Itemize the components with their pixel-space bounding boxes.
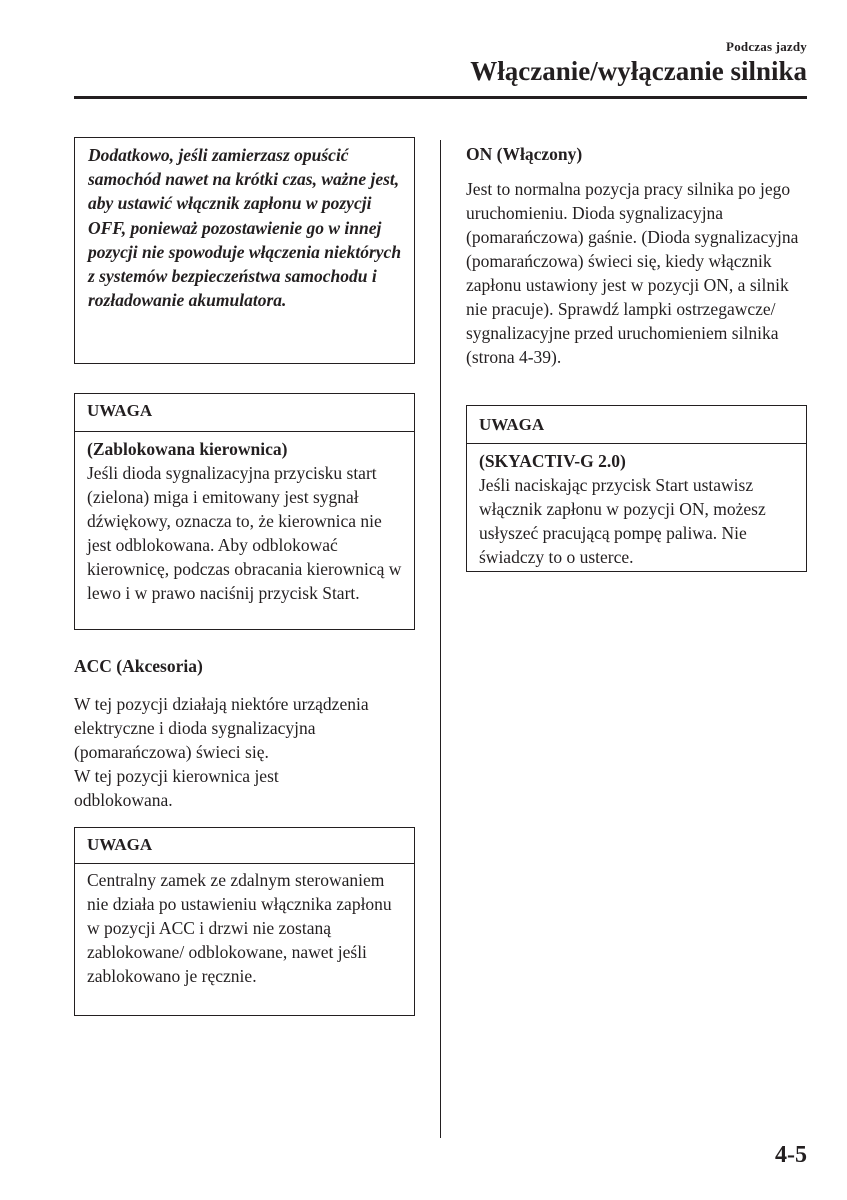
- on-heading: ON (Włączony): [466, 144, 583, 164]
- acc-paragraph-2: W tej pozycji kierownica jest odblokowana.: [74, 766, 279, 810]
- note-subheading: (SKYACTIV-G 2.0): [479, 451, 626, 471]
- acc-paragraph-1: W tej pozycji działają niektóre urządzenia elektryczne i dioda sygnalizacyjna (pomarańczowa) świeci się.: [74, 694, 369, 762]
- note-body: [75, 432, 414, 605]
- acc-heading: ACC (Akcesoria): [74, 656, 203, 676]
- column-divider: [440, 140, 441, 1138]
- on-paragraph: Jest to normalna pozycja pracy silnika po jego uruchomieniu. Dioda sygnalizacyjna (pomarańczowa) gaśnie. (Dioda sygnalizacyjna (pomarańczowa) świeci się, kiedy włącznik zapłonu ustawiony jest w pozycji ON, a silnik nie pracuje). Sprawdź lampki ostrzegawcze/ sygnalizacyjne przed uruchomieniem silnika (strona 4-39).: [466, 179, 799, 367]
- section-label: Podczas jazdy: [726, 39, 807, 54]
- note-heading: UWAGA: [75, 394, 414, 432]
- page-title: Włączanie/wyłączanie silnika: [470, 56, 807, 86]
- note-box-central-lock: [74, 827, 415, 1016]
- page-number: 4-5: [775, 1142, 807, 1168]
- note-text: Jeśli dioda sygnalizacyjna przycisku start (zielona) miga i emitowany jest sygnał dźwiękowy, oznacza to, że kierownica nie jest odblokowana. Aby odblokować kierownicę, podczas obracania kierownicą w lewo i w prawo naciśnij przycisk Start.: [87, 463, 402, 603]
- note-heading: UWAGA: [75, 828, 414, 864]
- italic-note-box: [74, 137, 415, 364]
- italic-note-text: Dodatkowo, jeśli zamierzasz opuścić samochód nawet na krótki czas, ważne jest, aby ustawić włącznik zapłonu w pozycji OFF, ponieważ pozostawienie go w innej pozycji nie spowoduje włączenia niektórych z systemów bezpieczeństwa samochodu i rozładowanie akumulatora.: [88, 145, 402, 311]
- note-box-fuel-pump: [466, 405, 807, 572]
- note-heading: UWAGA: [467, 406, 806, 444]
- note-body: [75, 864, 414, 988]
- note-subheading: (Zablokowana kierownica): [87, 439, 288, 459]
- header-rule: [74, 96, 807, 99]
- note-box-steering-lock: [74, 393, 415, 630]
- note-body: [467, 444, 806, 569]
- note-text: Centralny zamek ze zdalnym sterowaniem nie działa po ustawieniu włącznika zapłonu w pozycji ACC i drzwi nie zostaną zablokowane/ odblokowane, nawet jeśli zablokowano je ręcznie.: [87, 870, 392, 986]
- note-text: Jeśli naciskając przycisk Start ustawisz włącznik zapłonu w pozycji ON, możesz usłyszeć pracującą pompę paliwa. Nie świadczy to o usterce.: [479, 475, 766, 567]
